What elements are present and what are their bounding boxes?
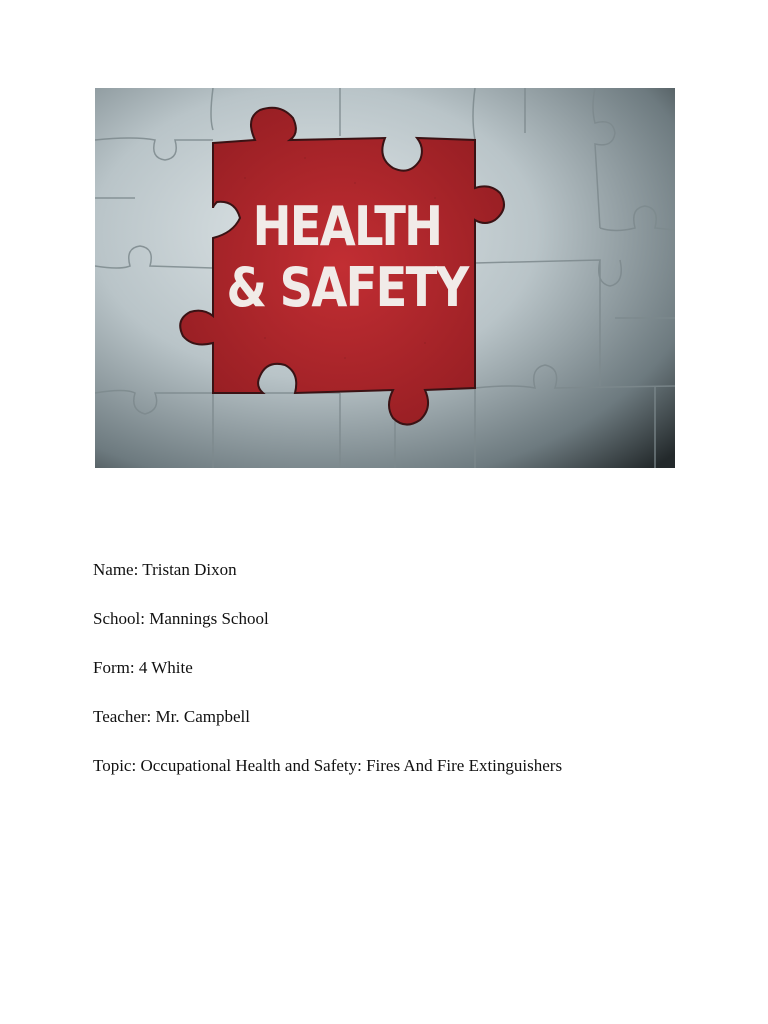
student-details bbox=[93, 558, 713, 803]
form-value: 4 White bbox=[138, 658, 193, 677]
school-line bbox=[93, 607, 713, 631]
name-line bbox=[93, 558, 713, 582]
form-line bbox=[93, 656, 713, 680]
school-label: School: bbox=[93, 609, 145, 628]
name-label: Name: bbox=[93, 560, 139, 579]
teacher-value: Mr. Campbell bbox=[155, 707, 250, 726]
image-title-line-1: HEALTH bbox=[252, 194, 442, 258]
form-label: Form: bbox=[93, 658, 135, 677]
topic-label: Topic: bbox=[93, 756, 137, 775]
teacher-line bbox=[93, 705, 713, 729]
puzzle-illustration bbox=[95, 88, 675, 468]
name-value: Tristan Dixon bbox=[142, 560, 237, 579]
topic-line bbox=[93, 754, 713, 778]
school-value: Mannings School bbox=[149, 609, 269, 628]
teacher-label: Teacher: bbox=[93, 707, 152, 726]
cover-image bbox=[95, 88, 675, 468]
image-title-line-2: & SAFETY bbox=[226, 255, 468, 319]
topic-value: Occupational Health and Safety: Fires And Fire Extinguishers bbox=[140, 756, 563, 775]
